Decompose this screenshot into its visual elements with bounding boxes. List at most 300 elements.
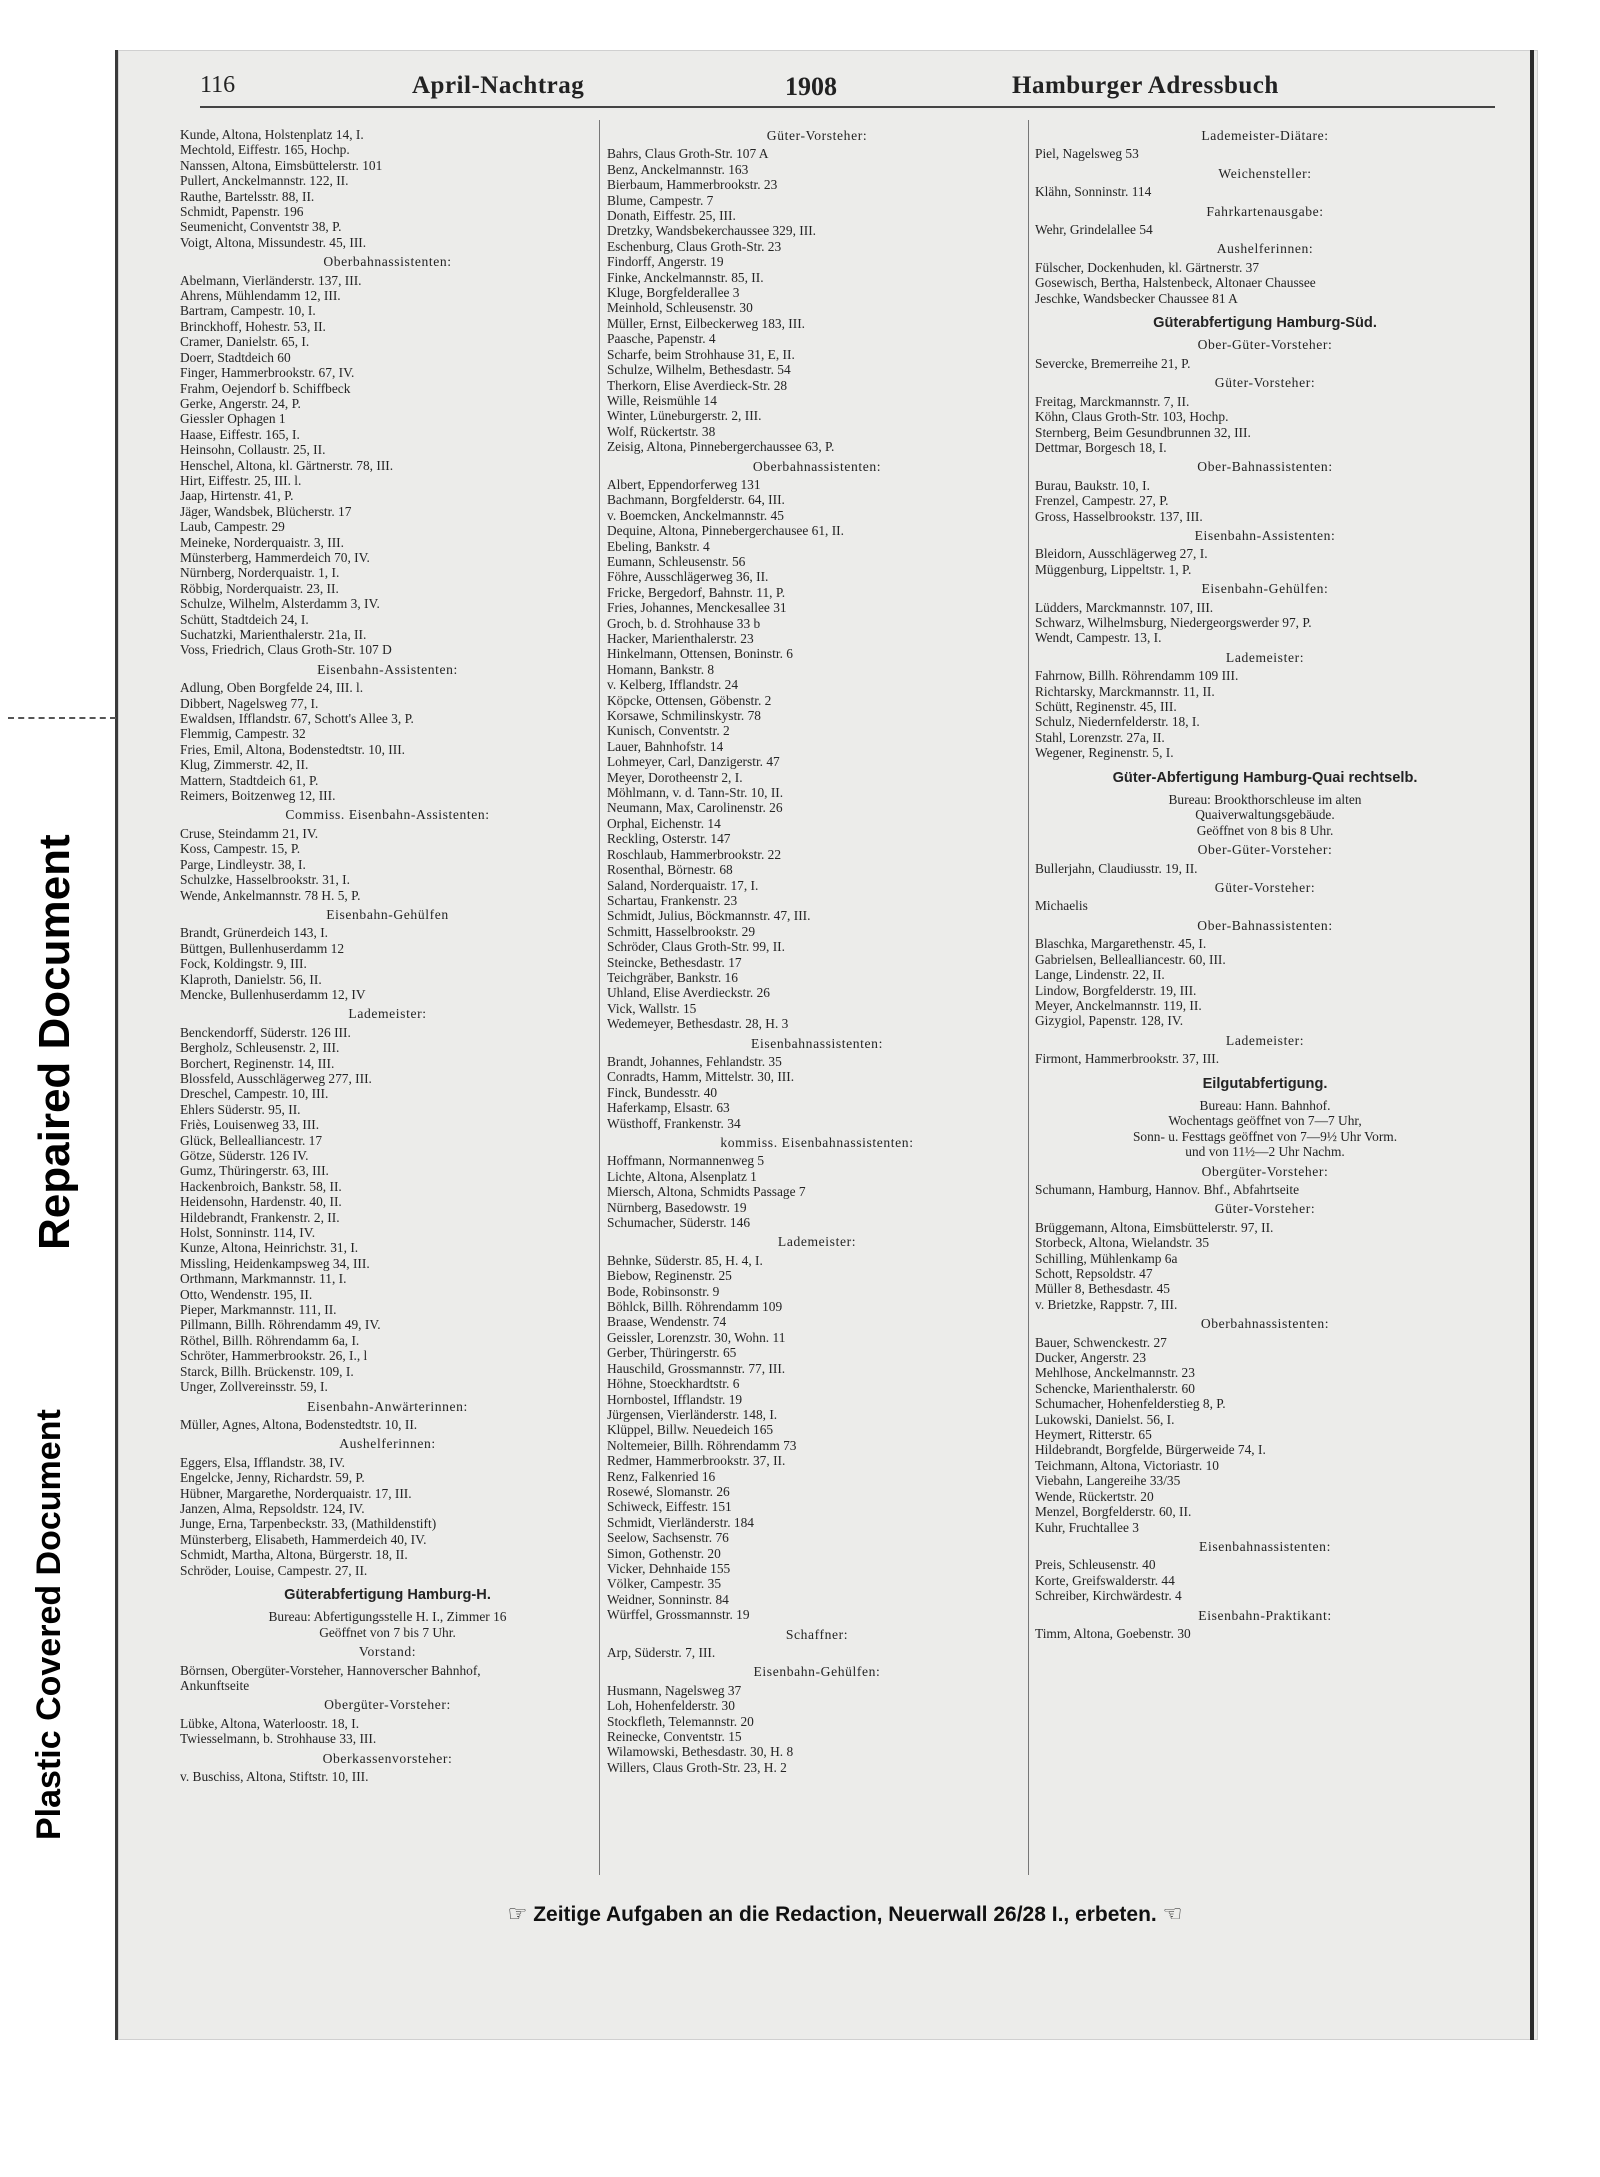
section-heading: Weichensteller: (1218, 165, 1312, 181)
directory-section (1035, 337, 1495, 371)
directory-entry: Hoffmann, Normannenweg 5 (607, 1153, 765, 1169)
directory-section (607, 128, 1027, 455)
directory-entry: Schulz, Niedernfelderstr. 18, I. (1035, 714, 1200, 730)
directory-section (607, 1234, 1027, 1622)
directory-entry: Vicker, Dehnhaide 155 (607, 1560, 731, 1576)
directory-entry: Dreschel, Campestr. 10, III. (180, 1086, 329, 1102)
directory-entry: Glück, Bellealliancestr. 17 (180, 1132, 323, 1148)
directory-entry: Münsterberg, Elisabeth, Hammerdeich 40, IV. (180, 1531, 427, 1547)
directory-entry: Schröder, Claus Groth-Str. 99, II. (607, 939, 785, 955)
directory-entry: Scharfe, beim Strohhause 31, E, II. (607, 346, 795, 362)
directory-entry: Preis, Schleusenstr. 40 (1035, 1557, 1156, 1573)
directory-entry: Nanssen, Altona, Eimsbüttelerstr. 101 (180, 157, 383, 173)
footer-text: Zeitige Aufgaben an die Redaction, Neuerwall 26/28 I., erbeten. (533, 1903, 1157, 1926)
directory-section (1035, 166, 1495, 200)
directory-entry: Ewaldsen, Ifflandstr. 67, Schott's Allee 3, P. (180, 711, 414, 727)
directory-entry: Unger, Zollvereinsstr. 59, I. (180, 1379, 328, 1395)
directory-entry: Rosenthal, Börnestr. 68 (607, 862, 733, 878)
directory-entry: Klaproth, Danielstr. 56, II. (180, 971, 322, 987)
office-note: Bureau: Hann. Bahnhof. (1199, 1097, 1331, 1113)
directory-entry: Föhre, Ausschlägerweg 36, II. (607, 569, 769, 585)
directory-entry: Holst, Sonninstr. 114, IV. (180, 1225, 316, 1241)
directory-section (1035, 1608, 1495, 1642)
directory-entry: Koss, Campestr. 15, P. (180, 841, 301, 857)
year: 1908 (785, 72, 837, 101)
directory-entry: Abelmann, Vierländerstr. 137, III. (180, 272, 362, 288)
directory-entry: Heymert, Ritterstr. 65 (1035, 1427, 1152, 1443)
directory-entry: Hübner, Margarethe, Norderquaistr. 17, III. (180, 1485, 412, 1501)
directory-entry: Severcke, Bremerreihe 21, P. (1035, 355, 1191, 371)
directory-entry: Schmidt, Vierländerstr. 184 (607, 1514, 754, 1530)
section-heading: Eisenbahn-Praktikant: (1198, 1607, 1332, 1623)
directory-entry: Schreiber, Kirchwärdestr. 4 (1035, 1588, 1182, 1604)
directory-entry: Groch, b. d. Strohhause 33 b (607, 615, 761, 631)
directory-section (180, 1609, 595, 1640)
directory-section (1035, 880, 1495, 914)
directory-entry: Schröter, Hammerbrookstr. 26, I., l (180, 1348, 368, 1364)
directory-entry: Voss, Friedrich, Claus Groth-Str. 107 D (180, 642, 392, 658)
directory-entry: Schencke, Marienthalerstr. 60 (1035, 1380, 1195, 1396)
directory-section (180, 807, 595, 902)
directory-entry: v. Brietzke, Rappstr. 7, III. (1035, 1296, 1178, 1312)
directory-entry: Lüdders, Marckmannstr. 107, III. (1035, 599, 1214, 615)
directory-entry: Völker, Campestr. 35 (607, 1576, 722, 1592)
directory-entry: Hildebrandt, Frankenstr. 2, II. (180, 1209, 340, 1225)
directory-entry: Röthel, Billh. Röhrendamm 6a, I. (180, 1332, 360, 1348)
section-heading: Oberkassenvorsteher: (322, 1750, 453, 1766)
directory-entry: Wendt, Campestr. 13, I. (1035, 630, 1162, 646)
directory-entry: Hauschild, Grossmannstr. 77, III. (607, 1360, 786, 1376)
pointing-hand-right-icon: ☞ (507, 1901, 528, 1926)
directory-section (180, 1751, 595, 1785)
directory-entry: Kuhr, Fruchtallee 3 (1035, 1519, 1139, 1535)
directory-entry: Heidensohn, Hardenstr. 40, II. (180, 1194, 342, 1210)
directory-entry: Mechtold, Eiffestr. 165, Hochp. (180, 142, 350, 158)
directory-entry: Schwarz, Wilhelmsburg, Niedergeorgswerder 97, P. (1035, 614, 1312, 630)
directory-entry: Meyer, Dorotheenstr 2, I. (607, 769, 743, 785)
directory-entry: Müller, Agnes, Altona, Bodenstedtstr. 10, II. (180, 1416, 418, 1432)
directory-entry: Kunde, Altona, Holstenplatz 14, I. (180, 127, 364, 142)
directory-entry: Schröder, Louise, Campestr. 27, II. (180, 1562, 368, 1578)
directory-entry: Fock, Koldingstr. 9, III. (180, 956, 307, 972)
section-heading: Oberbahnassistenten: (323, 254, 452, 270)
directory-entry: Wüsthoff, Frankenstr. 34 (607, 1115, 741, 1131)
directory-entry: Blaschka, Margarethenstr. 45, I. (1035, 936, 1207, 952)
directory-entry: Blossfeld, Ausschlägerweg 277, III. (180, 1070, 372, 1086)
directory-entry: Wegener, Reginenstr. 5, I. (1035, 745, 1174, 761)
plastic-covered-document-label: Plastic Covered Document (30, 1409, 68, 1840)
directory-entry: Köpcke, Ottensen, Göbenstr. 2 (607, 692, 772, 708)
directory-section (1035, 581, 1495, 646)
directory-entry: Brüggemann, Altona, Eimsbüttelerstr. 97, II. (1035, 1219, 1274, 1235)
directory-entry: Börnsen, Obergüter-Vorsteher, Hannoverscher Bahnhof, (180, 1662, 481, 1678)
directory-entry: Janzen, Alma, Repsoldstr. 124, IV. (180, 1500, 365, 1516)
directory-entry: Bierbaum, Hammerbrookstr. 23 (607, 177, 778, 193)
directory-entry: Junge, Erna, Tarpenbeckstr. 33, (Mathildenstift) (180, 1516, 437, 1532)
directory-entry: Flemmig, Campestr. 32 (180, 726, 306, 742)
directory-entry: Viebahn, Langereihe 33/35 (1035, 1473, 1181, 1489)
section-heading: Obergüter-Vorsteher: (1201, 1163, 1329, 1179)
directory-entry: Schilling, Mühlenkamp 6a (1035, 1250, 1178, 1266)
section-title: April-Nachtrag (412, 72, 585, 99)
directory-entry: Parge, Lindleystr. 38, I. (180, 856, 306, 872)
directory-entry: Eumann, Schleusenstr. 56 (607, 553, 746, 569)
column-divider (1028, 120, 1029, 1875)
directory-entry: Lukowski, Danielst. 56, I. (1035, 1411, 1175, 1427)
directory-entry: Wende, Rückertstr. 20 (1035, 1488, 1154, 1504)
directory-entry: Dequine, Altona, Pinnebergerchausee 61, II. (607, 523, 844, 539)
directory-section (1035, 316, 1495, 331)
directory-entry: Sternberg, Beim Gesundbrunnen 32, III. (1035, 424, 1251, 440)
directory-entry: Laub, Campestr. 29 (180, 519, 285, 535)
directory-entry: Therkorn, Elise Averdieck-Str. 28 (607, 377, 788, 393)
directory-entry: Saland, Norderquaistr. 17, I. (607, 877, 759, 893)
column-3 (1035, 124, 1495, 1641)
directory-entry: Gosewisch, Bertha, Halstenbeck, Altonaer Chaussee (1035, 275, 1316, 291)
directory-entry: Hinkelmann, Ottensen, Boninstr. 6 (607, 646, 793, 662)
directory-entry: Höhne, Stoeckhardtstr. 6 (607, 1376, 740, 1392)
directory-entry: Schmitt, Hasselbrookstr. 29 (607, 923, 756, 939)
directory-entry: Ducker, Angerstr. 23 (1035, 1350, 1147, 1366)
directory-entry: Röbbig, Norderquaistr. 23, II. (180, 580, 339, 596)
directory-entry: Jäger, Wandsbek, Blücherstr. 17 (180, 503, 352, 519)
column-divider (599, 120, 600, 1875)
directory-entry: Braase, Wendenstr. 74 (607, 1314, 727, 1330)
section-heading: Ober-Güter-Vorsteher: (1197, 842, 1333, 858)
directory-section (1035, 792, 1495, 838)
section-heading: Ober-Bahnassistenten: (1197, 917, 1333, 933)
directory-entry: Biebow, Reginenstr. 25 (607, 1268, 732, 1284)
directory-entry: Schmidt, Papenstr. 196 (180, 204, 304, 220)
directory-section (180, 907, 595, 1002)
section-heading: Eisenbahn-Assistenten: (1194, 527, 1336, 543)
section-heading: Eisenbahn-Gehülfen: (753, 1664, 881, 1680)
directory-entry: Fricke, Bergedorf, Bahnstr. 11, P. (607, 584, 786, 600)
directory-entry: Kunze, Altona, Heinrichstr. 31, I. (180, 1240, 359, 1256)
directory-entry: Schütt, Reginenstr. 45, III. (1035, 699, 1177, 714)
directory-entry: Klähn, Sonninstr. 114 (1035, 184, 1152, 200)
directory-entry: Büttgen, Bullenhuserdamm 12 (180, 940, 345, 956)
directory-entry: Menzel, Borgfelderstr. 60, II. (1035, 1504, 1192, 1520)
directory-entry: Lichte, Altona, Alsenplatz 1 (607, 1168, 757, 1184)
directory-entry: Adlung, Oben Borgfelde 24, III. l. (180, 680, 364, 696)
directory-entry: Schott, Repsoldstr. 47 (1035, 1266, 1153, 1281)
directory-entry: Wilamowski, Bethesdastr. 30, H. 8 (607, 1744, 794, 1760)
directory-section (180, 1399, 595, 1433)
directory-entry: Cruse, Steindamm 21, IV. (180, 825, 319, 841)
directory-entry: Pillmann, Billh. Röhrendamm 49, IV. (180, 1317, 381, 1333)
directory-entry: Mehlhose, Anckelmannstr. 23 (1035, 1365, 1195, 1381)
directory-entry: Albert, Eppendorferweg 131 (607, 476, 761, 492)
directory-entry: Eggers, Elsa, Ifflandstr. 38, IV. (180, 1454, 346, 1470)
directory-entry: Ebeling, Bankstr. 4 (607, 538, 710, 554)
directory-entry: Gerke, Angerstr. 24, P. (180, 395, 301, 411)
office-note: Geöffnet von 7 bis 7 Uhr. (319, 1624, 456, 1640)
directory-entry: Böhlck, Billh. Röhrendamm 109 (607, 1299, 783, 1315)
directory-entry: Starck, Billh. Brückenstr. 109, I. (180, 1363, 354, 1379)
directory-entry: Burau, Baukstr. 10, I. (1035, 477, 1150, 493)
directory-entry: Orphal, Eichenstr. 14 (607, 815, 721, 831)
section-heading: Ober-Güter-Vorsteher: (1197, 337, 1333, 353)
section-heading: Lademeister: (348, 1006, 427, 1022)
directory-section (1035, 1077, 1495, 1092)
directory-entry: Reckling, Osterstr. 147 (607, 831, 731, 847)
directory-entry: Henschel, Altona, kl. Gärtnerstr. 78, III. (180, 457, 394, 473)
directory-entry: Lindow, Borgfelderstr. 19, III. (1035, 982, 1197, 998)
directory-section (1035, 1201, 1495, 1312)
office-heading: Güterabfertigung Hamburg-H. (284, 1586, 491, 1603)
repaired-document-label: Repaired Document (30, 834, 79, 1250)
directory-entry: v. Kelberg, Ifflandstr. 24 (607, 677, 739, 693)
directory-section (1035, 1316, 1495, 1535)
header-rule (200, 106, 1495, 108)
directory-entry: Timm, Altona, Goebenstr. 30 (1035, 1625, 1191, 1641)
directory-entry: Münsterberg, Hammerdeich 70, IV. (180, 549, 370, 565)
directory-entry: Seelow, Sachsenstr. 76 (607, 1530, 729, 1546)
directory-entry: Schulze, Wilhelm, Alsterdamm 3, IV. (180, 596, 380, 612)
directory-entry: Kluge, Borgfelderallee 3 (607, 285, 740, 301)
directory-entry: Meineke, Norderquaistr. 3, III. (180, 534, 344, 550)
directory-entry: Zeisig, Altona, Pinnebergerchaussee 63, P. (607, 439, 835, 455)
directory-entry: Homann, Bankstr. 8 (607, 661, 715, 677)
section-heading: Lademeister-Diätare: (1201, 128, 1329, 143)
directory-entry: Korte, Greifswalderstr. 44 (1035, 1572, 1175, 1588)
directory-entry: Kunisch, Conventstr. 2 (607, 723, 730, 739)
directory-entry: Ehlers Süderstr. 95, II. (180, 1101, 301, 1117)
directory-entry: Fries, Johannes, Menckesallee 31 (607, 600, 787, 616)
directory-section (607, 1036, 1027, 1131)
directory-entry: Gumz, Thüringerstr. 63, III. (180, 1163, 329, 1179)
directory-entry: Lange, Lindenstr. 22, II. (1035, 967, 1165, 983)
directory-entry: Frahm, Oejendorf b. Schiffbeck (180, 380, 351, 396)
directory-entry: Behnke, Süderstr. 85, H. 4, I. (607, 1252, 763, 1268)
directory-section (1035, 918, 1495, 1029)
directory-section (1035, 842, 1495, 876)
section-heading: Aushelferinnen: (1216, 241, 1314, 257)
section-heading: kommiss. Eisenbahnassistenten: (720, 1135, 914, 1150)
office-note: Geöffnet von 8 bis 8 Uhr. (1196, 822, 1334, 838)
directory-entry: Wende, Ankelmannstr. 78 H. 5, P. (180, 887, 361, 903)
directory-entry: Gizygiol, Papenstr. 128, IV. (1035, 1013, 1184, 1029)
publication-title: Hamburger Adressbuch (1012, 72, 1279, 99)
directory-entry: Stahl, Lorenzstr. 27a, II. (1035, 729, 1165, 745)
section-heading: Schaffner: (785, 1626, 849, 1642)
directory-entry: Wolf, Rückertstr. 38 (607, 423, 716, 439)
directory-entry: Reimers, Boitzenweg 12, III. (180, 788, 336, 804)
directory-entry: Voigt, Altona, Missundestr. 45, III. (180, 234, 367, 250)
directory-section (180, 1588, 595, 1603)
directory-entry: Redmer, Hammerbrookstr. 37, II. (607, 1453, 786, 1469)
footer-notice (420, 1901, 1270, 1927)
section-heading: Lademeister: (1225, 1032, 1305, 1048)
directory-entry: Geissler, Lorenzstr. 30, Wohn. 11 (607, 1329, 786, 1345)
directory-entry: Schulzke, Hasselbrookstr. 31, I. (180, 872, 350, 888)
section-heading: Oberbahnassistenten: (752, 458, 882, 474)
directory-entry: Suchatzki, Marienthalerstr. 21a, II. (180, 627, 367, 642)
section-heading: Oberbahnassistenten: (1200, 1316, 1330, 1332)
directory-entry: Brinckhoff, Hohestr. 53, II. (180, 318, 326, 334)
directory-section (180, 662, 595, 804)
directory-entry: Doerr, Stadtdeich 60 (180, 349, 291, 365)
directory-entry: Pullert, Anckelmannstr. 122, II. (180, 173, 349, 189)
directory-entry: Friès, Louisenweg 33, III. (180, 1117, 320, 1133)
office-heading: Eilgutabfertigung. (1202, 1075, 1328, 1092)
directory-section (607, 1627, 1027, 1661)
section-heading: Eisenbahnassistenten: (751, 1035, 883, 1051)
directory-entry: Rosewé, Slomanstr. 26 (607, 1483, 730, 1499)
directory-entry: Gross, Hasselbrookstr. 137, III. (1035, 508, 1203, 524)
section-heading: Lademeister: (777, 1234, 857, 1250)
directory-entry: Haase, Eiffestr. 165, I. (180, 426, 300, 442)
directory-section (180, 254, 595, 658)
directory-entry: Conradts, Hamm, Mittelstr. 30, III. (607, 1069, 795, 1085)
directory-entry: Lohmeyer, Carl, Danzigerstr. 47 (607, 754, 780, 770)
directory-entry: Eschenburg, Claus Groth-Str. 23 (607, 238, 782, 254)
section-heading: Ober-Bahnassistenten: (1197, 459, 1333, 475)
directory-entry: Hornbostel, Ifflandstr. 19 (607, 1391, 743, 1407)
directory-entry: Hirt, Eiffestr. 25, III. l. (180, 472, 302, 488)
directory-entry: Steincke, Bethesdastr. 17 (607, 954, 742, 970)
directory-entry: Vick, Wallstr. 15 (607, 1000, 697, 1016)
directory-entry: Husmann, Nagelsweg 37 (607, 1682, 742, 1698)
directory-entry: Bullerjahn, Claudiusstr. 19, II. (1035, 860, 1198, 876)
section-heading: Aushelferinnen: (339, 1436, 436, 1452)
directory-entry: Donath, Eiffestr. 25, III. (607, 208, 736, 224)
directory-entry: Bauer, Schwenckestr. 27 (1035, 1334, 1167, 1350)
directory-entry: Storbeck, Altona, Wielandstr. 35 (1035, 1235, 1210, 1251)
directory-entry: Nürnberg, Norderquaistr. 1, I. (180, 565, 340, 581)
directory-entry: Gerber, Thüringerstr. 65 (607, 1345, 737, 1361)
office-heading: Güter-Abfertigung Hamburg-Quai rechtselb. (1112, 769, 1418, 786)
section-heading: Güter-Vorsteher: (1214, 880, 1316, 896)
directory-entry: Orthmann, Markmannstr. 11, I. (180, 1271, 347, 1287)
directory-section (1035, 771, 1495, 786)
directory-entry: Blume, Campestr. 7 (607, 192, 714, 208)
section-heading: Lademeister: (1225, 649, 1305, 665)
pointing-hand-left-icon: ☜ (1162, 1901, 1183, 1926)
directory-entry: Benckendorff, Süderstr. 126 III. (180, 1024, 351, 1040)
directory-entry: Schumacher, Süderstr. 146 (607, 1215, 751, 1231)
directory-entry: Cramer, Danielstr. 65, I. (180, 334, 310, 350)
directory-section (607, 459, 1027, 1032)
directory-entry: Ahrens, Mühlendamm 12, III. (180, 288, 341, 304)
directory-entry: Pieper, Markmannstr. 111, II. (180, 1302, 337, 1318)
directory-entry: Schütt, Stadtdeich 24, I. (180, 611, 309, 627)
section-heading: Eisenbahn-Anwärterinnen: (307, 1398, 468, 1414)
directory-section (1035, 375, 1495, 455)
directory-section (1035, 204, 1495, 238)
directory-entry: Fries, Emil, Altona, Bodenstedtstr. 10, III. (180, 741, 406, 757)
directory-entry: Stockfleth, Telemannstr. 20 (607, 1713, 754, 1729)
directory-entry: Schumacher, Hohenfelderstieg 8, P. (1035, 1396, 1226, 1412)
directory-entry: Seumenicht, Conventstr 38, P. (180, 219, 342, 235)
section-heading: Güter-Vorsteher: (1214, 375, 1316, 391)
directory-entry: Neumann, Max, Carolinenstr. 26 (607, 800, 783, 816)
directory-entry: Noltemeier, Billh. Röhrendamm 73 (607, 1437, 797, 1453)
section-heading: Eisenbahn-Assistenten: (317, 661, 458, 677)
section-heading: Eisenbahn-Gehülfen: (1201, 581, 1329, 597)
directory-entry: Bartram, Campestr. 10, I. (180, 303, 316, 319)
directory-entry: Freitag, Marckmannstr. 7, II. (1035, 393, 1190, 409)
directory-section (1035, 128, 1495, 162)
directory-entry: Dettmar, Borgesch 18, I. (1035, 439, 1167, 455)
directory-entry: Hacker, Marienthalerstr. 23 (607, 631, 754, 646)
directory-entry: Otto, Wendenstr. 195, II. (180, 1286, 313, 1302)
directory-entry: Dretzky, Wandsbekerchaussee 329, III. (607, 223, 816, 239)
directory-entry: Schumann, Hamburg, Hannov. Bhf., Abfahrtseite (1035, 1181, 1300, 1197)
office-note: und von 11½—2 Uhr Nachm. (1185, 1144, 1345, 1160)
directory-entry: Bahrs, Claus Groth-Str. 107 A (607, 146, 769, 162)
section-heading: Güter-Vorsteher: (1214, 1201, 1316, 1217)
directory-entry: Paasche, Papenstr. 4 (607, 331, 716, 347)
office-note: Quaiverwaltungsgebäude. (1195, 807, 1335, 823)
directory-entry: Haferkamp, Elsastr. 63 (607, 1100, 730, 1116)
cut-line (8, 717, 116, 719)
section-heading: Eisenbahn-Gehülfen (326, 906, 449, 922)
directory-entry: Schartau, Frankenstr. 23 (607, 892, 738, 908)
directory-entry: Uhland, Elise Averdieckstr. 26 (607, 985, 771, 1001)
directory-entry: v. Boemcken, Anckelmannstr. 45 (607, 507, 784, 523)
directory-entry: Bergholz, Schleusenstr. 2, III. (180, 1040, 340, 1056)
directory-entry: Mencke, Bullenhuserdamm 12, IV (180, 986, 366, 1002)
directory-entry: Wille, Reismühle 14 (607, 392, 717, 408)
directory-entry: Meinhold, Schleusenstr. 30 (607, 300, 753, 316)
directory-entry: Lübke, Altona, Waterloostr. 18, I. (180, 1715, 360, 1731)
directory-entry: Arp, Süderstr. 7, III. (607, 1645, 716, 1660)
directory-section (607, 1135, 1027, 1230)
directory-entry: Bode, Robinsonstr. 9 (607, 1283, 720, 1299)
directory-entry: Müller 8, Bethesdastr. 45 (1035, 1281, 1171, 1297)
directory-entry: Ankunftseite (180, 1678, 250, 1693)
directory-entry: Frenzel, Campestr. 27, P. (1035, 493, 1169, 509)
directory-entry: Bachmann, Borgfelderstr. 64, III. (607, 492, 785, 508)
directory-entry: Wehr, Grindelallee 54 (1035, 222, 1153, 238)
office-note: Wochentags geöffnet von 7—7 Uhr, (1168, 1113, 1362, 1129)
directory-section (180, 1006, 595, 1394)
directory-entry: Nürnberg, Basedowstr. 19 (607, 1199, 747, 1215)
directory-entry: Richtarsky, Marckmannstr. 11, II. (1035, 683, 1215, 699)
directory-entry: Weidner, Sonninstr. 84 (607, 1591, 729, 1607)
directory-entry: Jürgensen, Vierländerstr. 148, I. (607, 1406, 778, 1422)
directory-entry: Giessler Ophagen 1 (180, 411, 286, 427)
directory-section (1035, 528, 1495, 577)
directory-entry: Benz, Anckelmannstr. 163 (607, 161, 749, 177)
directory-entry: Twiesselmann, b. Strohhause 33, III. (180, 1731, 377, 1747)
section-heading: Commiss. Eisenbahn-Assistenten: (285, 807, 490, 823)
office-note: Sonn- u. Festtags geöffnet von 7—9½ Uhr Vorm. (1132, 1128, 1398, 1144)
directory-entry: Finger, Hammerbrookstr. 67, IV. (180, 365, 355, 381)
office-heading: Güterabfertigung Hamburg-Süd. (1153, 315, 1377, 332)
directory-entry: Jeschke, Wandsbecker Chaussee 81 A (1035, 290, 1238, 306)
directory-entry: Klüppel, Billw. Neuedeich 165 (607, 1422, 774, 1438)
directory-section (1035, 1033, 1495, 1067)
directory-section (180, 127, 595, 250)
section-heading: Obergüter-Vorsteher: (324, 1697, 451, 1713)
directory-entry: Willers, Claus Groth-Str. 23, H. 2 (607, 1759, 787, 1775)
column-1 (180, 124, 595, 1784)
directory-entry: Loh, Hohenfelderstr. 30 (607, 1698, 735, 1714)
directory-entry: Miersch, Altona, Schmidts Passage 7 (607, 1184, 806, 1200)
section-heading: Eisenbahnassistenten: (1199, 1538, 1331, 1554)
directory-entry: Meyer, Anckelmannstr. 119, II. (1035, 997, 1202, 1013)
directory-entry: Köhn, Claus Groth-Str. 103, Hochp. (1035, 409, 1229, 425)
directory-entry: Schmidt, Martha, Altona, Bürgerstr. 18, II. (180, 1547, 408, 1563)
page-header (200, 72, 1490, 106)
directory-entry: Fülscher, Dockenhuden, kl. Gärtnerstr. 37 (1035, 259, 1260, 275)
directory-section (1035, 241, 1495, 306)
directory-entry: Brandt, Johannes, Fehlandstr. 35 (607, 1053, 782, 1069)
directory-entry: Renz, Falkenried 16 (607, 1468, 716, 1484)
